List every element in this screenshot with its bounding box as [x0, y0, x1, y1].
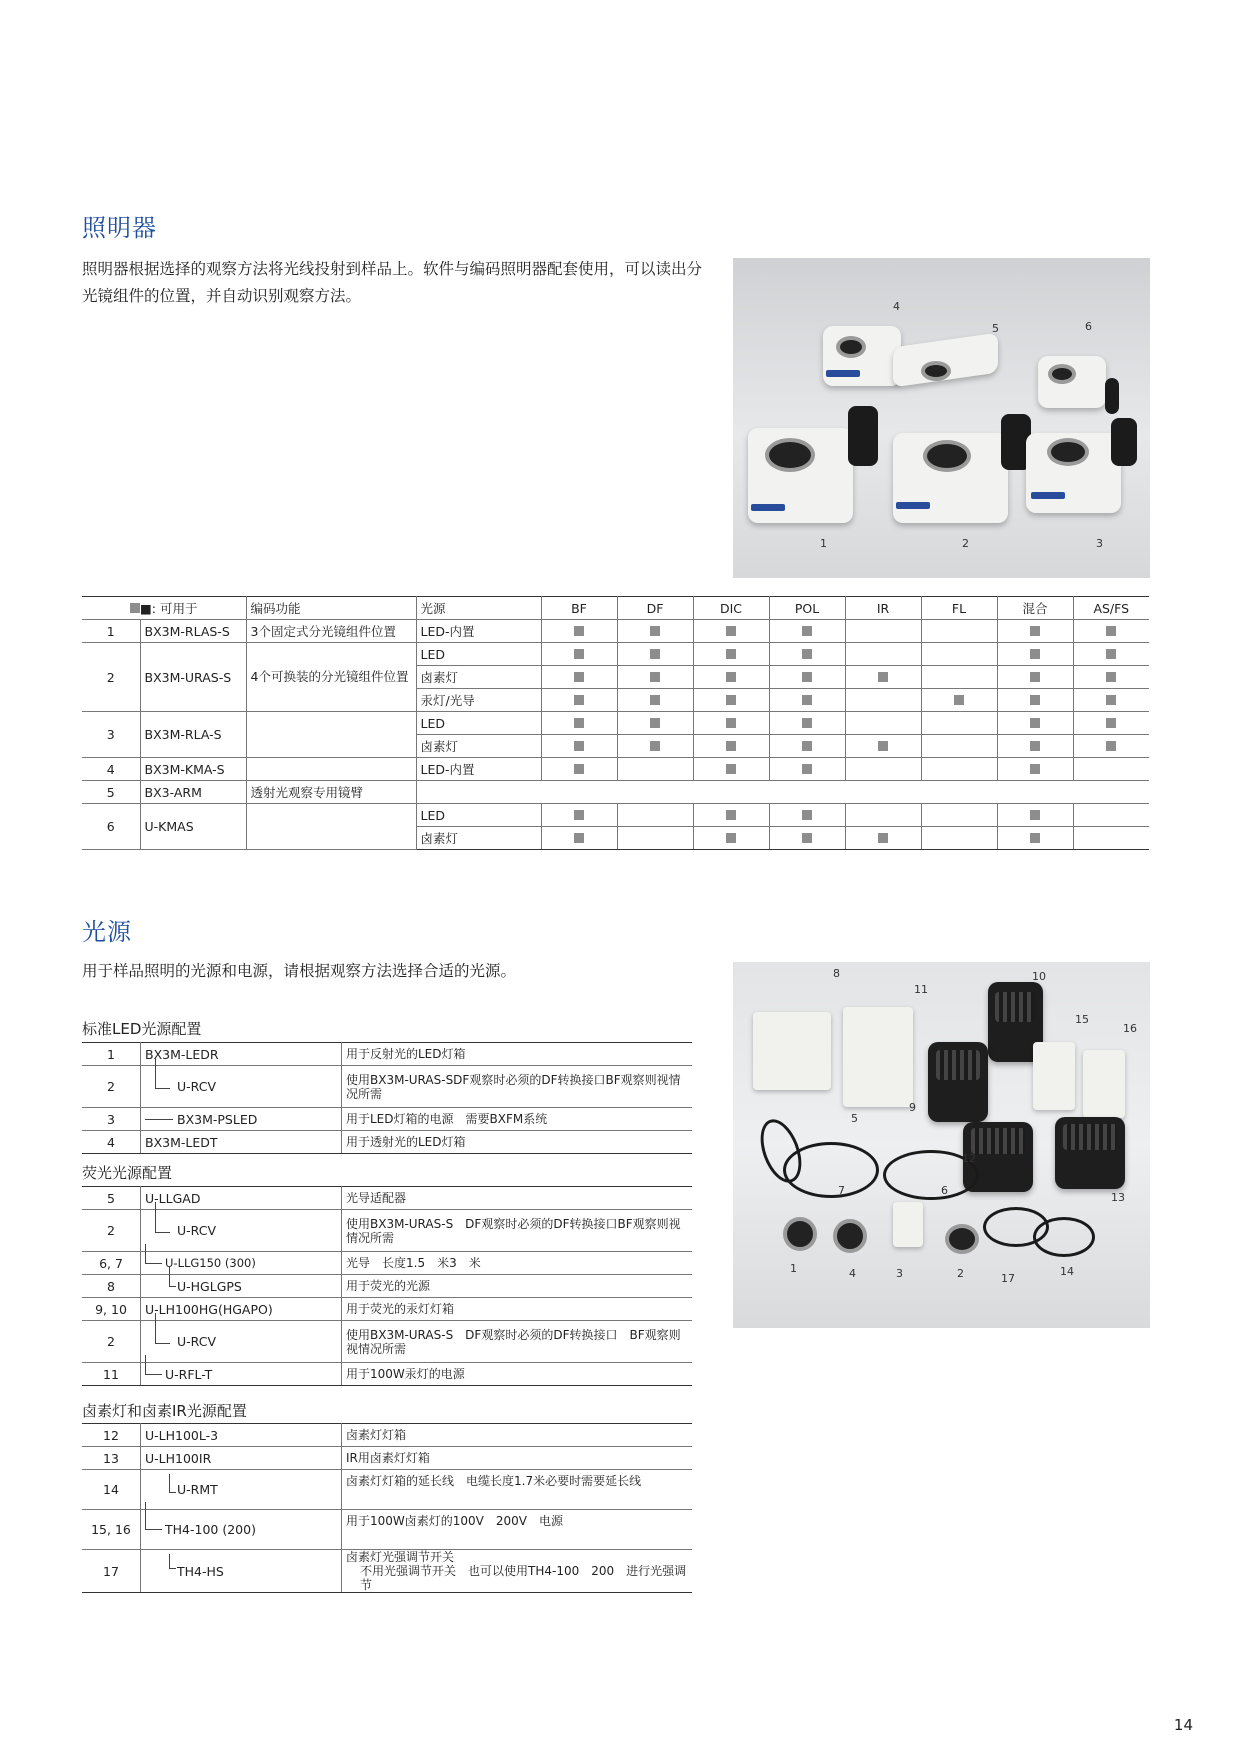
description: 用于反射光的LED灯箱	[342, 1043, 693, 1066]
description: 使用BX3M-URAS-S DF观察时必须的DF转换接口 BF观察则视情况所需	[342, 1321, 693, 1363]
available-mark-icon	[650, 718, 660, 728]
description: 用于荧光的光源	[342, 1275, 693, 1298]
row-number: 15, 16	[82, 1510, 141, 1550]
mark-cell	[921, 827, 997, 850]
photo-label: 9	[909, 1101, 916, 1114]
model-name: BX3M-URAS-S	[140, 643, 246, 712]
mark-cell	[769, 712, 845, 735]
photo-label: 5	[851, 1112, 858, 1125]
photo-label: 10	[1032, 970, 1046, 983]
table-row	[82, 1424, 692, 1447]
row-number: 1	[82, 620, 140, 643]
model-name: U-HGLGPS	[177, 1278, 242, 1294]
available-mark-icon	[1030, 695, 1040, 705]
model-name: U-LLG150 (300)	[165, 1256, 256, 1270]
photo-label: 6	[1085, 320, 1092, 333]
model-name: TH4-HS	[177, 1563, 224, 1579]
light-source: LED-内置	[416, 758, 541, 781]
light-source-photo	[733, 962, 1150, 1328]
mark-cell	[769, 666, 845, 689]
available-mark-icon	[726, 810, 736, 820]
description: 光导适配器	[342, 1187, 693, 1210]
photo-label: 13	[1111, 1191, 1125, 1204]
header-pol: POL	[769, 597, 845, 620]
table-row	[82, 1187, 692, 1210]
header-mix: 混合	[997, 597, 1073, 620]
available-mark-icon	[1030, 718, 1040, 728]
description: 用于100W汞灯的电源	[342, 1363, 693, 1386]
table-row	[82, 1510, 692, 1550]
mark-cell	[921, 643, 997, 666]
illuminator-photo	[733, 258, 1150, 578]
available-mark-icon	[650, 626, 660, 636]
model-name: BX3M-LEDR	[141, 1043, 342, 1066]
row-number: 3	[82, 1108, 141, 1131]
table-row	[82, 643, 1149, 666]
table-row	[82, 804, 1149, 827]
available-mark-icon	[650, 695, 660, 705]
available-mark-icon	[574, 626, 584, 636]
photo-label: 3	[1096, 537, 1103, 550]
row-number: 9, 10	[82, 1298, 141, 1321]
mark-cell	[1073, 689, 1149, 712]
photo-label: 16	[1123, 1022, 1137, 1035]
mark-cell	[693, 620, 769, 643]
mark-cell	[617, 643, 693, 666]
mark-cell	[541, 827, 617, 850]
row-number: 4	[82, 1131, 141, 1154]
mark-cell	[997, 758, 1073, 781]
model-name: U-LLGAD	[141, 1187, 342, 1210]
available-mark-icon	[650, 741, 660, 751]
illuminator-table	[82, 596, 1149, 850]
table-row	[82, 1321, 692, 1363]
section-title-light-source: 光源	[82, 918, 132, 946]
model-name: U-LH100IR	[141, 1447, 342, 1470]
model-name: U-RFL-T	[165, 1366, 213, 1382]
row-number: 13	[82, 1447, 141, 1470]
table-row	[82, 1108, 692, 1131]
model-cell	[141, 1321, 342, 1363]
mark-cell	[693, 758, 769, 781]
available-mark-icon	[1106, 649, 1116, 659]
available-mark-icon	[1106, 695, 1116, 705]
available-mark-icon	[726, 695, 736, 705]
available-mark-icon	[802, 626, 812, 636]
available-mark-icon	[1106, 718, 1116, 728]
available-mark-icon	[1030, 764, 1040, 774]
available-mark-icon	[802, 649, 812, 659]
description: 使用BX3M-URAS-S DF观察时必须的DF转换接口BF观察则视情况所需	[342, 1210, 693, 1252]
available-mark-icon	[878, 741, 888, 751]
code-function: 3个固定式分光镜组件位置	[246, 620, 416, 643]
row-number: 4	[82, 758, 140, 781]
photo-label: 7	[838, 1184, 845, 1197]
available-mark-icon	[726, 672, 736, 682]
light-source: 卤素灯	[416, 827, 541, 850]
illuminator-table-header	[82, 597, 1149, 620]
model-name: U-RCV	[177, 1223, 217, 1238]
available-mark-icon	[574, 695, 584, 705]
mark-cell	[693, 804, 769, 827]
photo-label: 5	[992, 322, 999, 335]
model-name: BX3-ARM	[140, 781, 246, 804]
mark-cell	[1073, 827, 1149, 850]
mark-cell	[693, 666, 769, 689]
table-row	[82, 1298, 692, 1321]
mark-cell	[1073, 666, 1149, 689]
available-mark-icon	[878, 833, 888, 843]
light-source-intro: 用于样品照明的光源和电源，请根据观察方法选择合适的光源。	[82, 962, 517, 980]
code-function	[246, 712, 416, 758]
mark-cell	[845, 689, 921, 712]
row-number: 8	[82, 1275, 141, 1298]
mark-cell	[769, 689, 845, 712]
description: 光导 长度1.5 米3 米	[342, 1252, 693, 1275]
photo-label: 2	[957, 1267, 964, 1280]
description: 用于100W卤素灯的100V 200V 电源	[342, 1510, 693, 1550]
available-mark-icon	[802, 718, 812, 728]
mark-cell	[769, 758, 845, 781]
description	[342, 1550, 693, 1593]
available-mark-icon	[1030, 626, 1040, 636]
table-row	[82, 1275, 692, 1298]
mark-cell	[921, 758, 997, 781]
available-mark-icon	[802, 833, 812, 843]
code-function: 4个可换装的分光镜组件位置	[246, 643, 416, 712]
row-number: 17	[82, 1550, 141, 1593]
row-number: 2	[82, 1321, 141, 1363]
fl-config-table	[82, 1186, 692, 1386]
code-function: 透射光观察专用镜臂	[246, 781, 416, 804]
mark-cell	[617, 689, 693, 712]
table-row	[82, 1470, 692, 1510]
mark-cell	[997, 666, 1073, 689]
row-number: 12	[82, 1424, 141, 1447]
mark-cell	[845, 620, 921, 643]
mark-cell	[845, 712, 921, 735]
available-mark-icon	[726, 764, 736, 774]
available-mark-icon	[1030, 649, 1040, 659]
available-mark-icon	[650, 649, 660, 659]
header-available: ■: 可用于	[140, 601, 198, 616]
mark-cell	[541, 666, 617, 689]
mark-cell	[617, 666, 693, 689]
row-number: 2	[82, 1210, 141, 1252]
header-ir: IR	[845, 597, 921, 620]
model-name: TH4-100 (200)	[165, 1522, 256, 1537]
model-name: U-KMAS	[140, 804, 246, 850]
row-number: 2	[82, 1066, 141, 1108]
model-name: U-LH100L-3	[141, 1424, 342, 1447]
table-row	[82, 781, 1149, 804]
model-cell	[141, 1210, 342, 1252]
mark-cell	[921, 712, 997, 735]
row-number: 14	[82, 1470, 141, 1510]
mark-cell	[1073, 735, 1149, 758]
model-cell	[141, 1363, 342, 1386]
available-mark-icon	[1030, 833, 1040, 843]
header-bf: BF	[541, 597, 617, 620]
available-mark-icon	[802, 810, 812, 820]
model-name: BX3M-RLAS-S	[140, 620, 246, 643]
mark-cell	[921, 689, 997, 712]
description: 卤素灯灯箱	[342, 1424, 693, 1447]
available-mark-icon	[574, 672, 584, 682]
mark-cell	[617, 620, 693, 643]
description: 使用BX3M-URAS-SDF观察时必须的DF转换接口BF观察则视情况所需	[342, 1066, 693, 1108]
photo-label: 4	[849, 1267, 856, 1280]
table-row	[82, 1550, 692, 1593]
halogen-config-table	[82, 1423, 692, 1593]
available-mark-icon	[1030, 741, 1040, 751]
photo-label: 11	[914, 983, 928, 996]
section-title-illuminator: 照明器	[82, 214, 157, 242]
photo-label: 8	[833, 967, 840, 980]
table-row	[82, 712, 1149, 735]
photo-label: 14	[1060, 1265, 1074, 1278]
model-cell	[141, 1275, 342, 1298]
available-mark-icon	[878, 672, 888, 682]
row-number: 5	[82, 1187, 141, 1210]
mark-cell	[617, 712, 693, 735]
available-mark-icon	[726, 833, 736, 843]
light-source: LED	[416, 804, 541, 827]
header-asfs: AS/FS	[1073, 597, 1149, 620]
photo-label: 6	[941, 1184, 948, 1197]
mark-cell	[617, 804, 693, 827]
model-cell	[141, 1550, 342, 1593]
available-mark-icon	[726, 741, 736, 751]
header-df: DF	[617, 597, 693, 620]
model-name: BX3M-RLA-S	[140, 712, 246, 758]
description-line: 卤素灯光强调节开关	[346, 1550, 455, 1564]
mark-cell	[921, 666, 997, 689]
photo-label: 12	[962, 1152, 976, 1165]
led-config-title: 标准LED光源配置	[82, 1020, 202, 1038]
available-mark-icon	[574, 833, 584, 843]
available-mark-icon	[574, 741, 584, 751]
code-function	[246, 758, 416, 781]
row-number: 6	[82, 804, 140, 850]
fl-config-title: 荧光光源配置	[82, 1164, 173, 1182]
mark-cell	[541, 758, 617, 781]
mark-cell	[1073, 643, 1149, 666]
available-mark-icon	[1106, 672, 1116, 682]
available-mark-icon	[1106, 626, 1116, 636]
available-mark-icon	[954, 695, 964, 705]
mark-cell	[617, 827, 693, 850]
available-mark-icon	[802, 741, 812, 751]
header-dic: DIC	[693, 597, 769, 620]
mark-cell	[541, 689, 617, 712]
light-source: 汞灯/光导	[416, 689, 541, 712]
mark-cell	[693, 643, 769, 666]
mark-cell	[845, 666, 921, 689]
mark-cell	[693, 712, 769, 735]
table-row	[82, 1043, 692, 1066]
table-row	[82, 620, 1149, 643]
light-source: LED	[416, 712, 541, 735]
available-mark-icon	[650, 672, 660, 682]
header-light: 光源	[416, 597, 541, 620]
mark-cell	[1073, 620, 1149, 643]
table-row	[82, 1066, 692, 1108]
available-mark-icon	[1030, 810, 1040, 820]
description-line: 不用光强调节开关 也可以使用TH4-100 200 进行光强调节	[360, 1564, 687, 1592]
description: 用于荧光的汞灯灯箱	[342, 1298, 693, 1321]
model-name: BX3M-KMA-S	[140, 758, 246, 781]
model-name: BX3M-LEDT	[141, 1131, 342, 1154]
light-source: LED	[416, 643, 541, 666]
mark-cell	[617, 735, 693, 758]
photo-label: 2	[962, 537, 969, 550]
light-source: 卤素灯	[416, 735, 541, 758]
photo-label: 1	[790, 1262, 797, 1275]
model-name: U-RCV	[177, 1334, 217, 1349]
row-number: 5	[82, 781, 140, 804]
light-source: LED-内置	[416, 620, 541, 643]
mark-cell	[845, 643, 921, 666]
table-row	[82, 1131, 692, 1154]
model-name: BX3M-PSLED	[177, 1111, 258, 1127]
model-name: U-RMT	[177, 1482, 218, 1497]
row-number: 3	[82, 712, 140, 758]
mark-cell	[1073, 712, 1149, 735]
photo-label: 17	[1001, 1272, 1015, 1285]
mark-cell	[997, 620, 1073, 643]
mark-cell	[845, 758, 921, 781]
halogen-config-title: 卤素灯和卤素IR光源配置	[82, 1402, 247, 1420]
light-source: 卤素灯	[416, 666, 541, 689]
mark-cell	[541, 643, 617, 666]
mark-cell	[997, 735, 1073, 758]
available-mark-icon	[726, 626, 736, 636]
model-name: U-LH100HG(HGAPO)	[141, 1298, 342, 1321]
photo-label: 15	[1075, 1013, 1089, 1026]
mark-cell	[769, 735, 845, 758]
illuminator-intro: 照明器根据选择的观察方法将光线投射到样品上。软件与编码照明器配套使用，可以读出分光镜组件的位置，并自动识别观察方法。	[82, 260, 703, 305]
mark-cell	[921, 620, 997, 643]
mark-cell	[693, 735, 769, 758]
description: 用于透射光的LED灯箱	[342, 1131, 693, 1154]
mark-cell	[997, 643, 1073, 666]
table-row	[82, 1210, 692, 1252]
available-mark-icon	[726, 718, 736, 728]
row-number: 6, 7	[82, 1252, 141, 1275]
available-square-icon	[130, 603, 140, 613]
available-mark-icon	[802, 764, 812, 774]
page-number: 14	[1173, 1716, 1193, 1734]
available-mark-icon	[574, 649, 584, 659]
mark-cell	[1073, 804, 1149, 827]
available-mark-icon	[574, 764, 584, 774]
available-mark-icon	[802, 695, 812, 705]
mark-cell	[997, 689, 1073, 712]
header-code: 编码功能	[246, 597, 416, 620]
led-config-table	[82, 1042, 692, 1154]
model-cell	[141, 1510, 342, 1550]
mark-cell	[693, 827, 769, 850]
photo-label: 3	[896, 1267, 903, 1280]
mark-cell	[997, 804, 1073, 827]
mark-cell	[845, 827, 921, 850]
table-row	[82, 758, 1149, 781]
photo-label: 4	[893, 300, 900, 313]
row-number: 11	[82, 1363, 141, 1386]
mark-cell	[997, 712, 1073, 735]
model-name: U-RCV	[177, 1079, 217, 1094]
available-mark-icon	[574, 718, 584, 728]
mark-cell	[769, 827, 845, 850]
mark-cell	[921, 735, 997, 758]
header-fl: FL	[921, 597, 997, 620]
table-row	[82, 1363, 692, 1386]
mark-cell	[541, 712, 617, 735]
mark-cell	[769, 643, 845, 666]
photo-label: 1	[820, 537, 827, 550]
available-mark-icon	[1106, 741, 1116, 751]
row-number: 2	[82, 643, 140, 712]
row-number: 1	[82, 1043, 141, 1066]
description: 卤素灯灯箱的延长线 电缆长度1.7米必要时需要延长线	[342, 1470, 693, 1510]
available-mark-icon	[574, 810, 584, 820]
mark-cell	[693, 689, 769, 712]
mark-cell	[769, 620, 845, 643]
mark-cell	[541, 620, 617, 643]
available-mark-icon	[726, 649, 736, 659]
description: IR用卤素灯灯箱	[342, 1447, 693, 1470]
mark-cell	[617, 758, 693, 781]
model-cell	[141, 1470, 342, 1510]
code-function	[246, 804, 416, 850]
model-cell	[141, 1108, 342, 1131]
available-mark-icon	[1030, 672, 1040, 682]
mark-cell	[769, 804, 845, 827]
mark-cell	[845, 735, 921, 758]
table-row	[82, 1447, 692, 1470]
mark-cell	[1073, 758, 1149, 781]
mark-cell	[997, 827, 1073, 850]
mark-cell	[541, 804, 617, 827]
available-mark-icon	[802, 672, 812, 682]
mark-cell	[921, 804, 997, 827]
description: 用于LED灯箱的电源 需要BXFM系统	[342, 1108, 693, 1131]
mark-cell	[845, 804, 921, 827]
mark-cell	[541, 735, 617, 758]
